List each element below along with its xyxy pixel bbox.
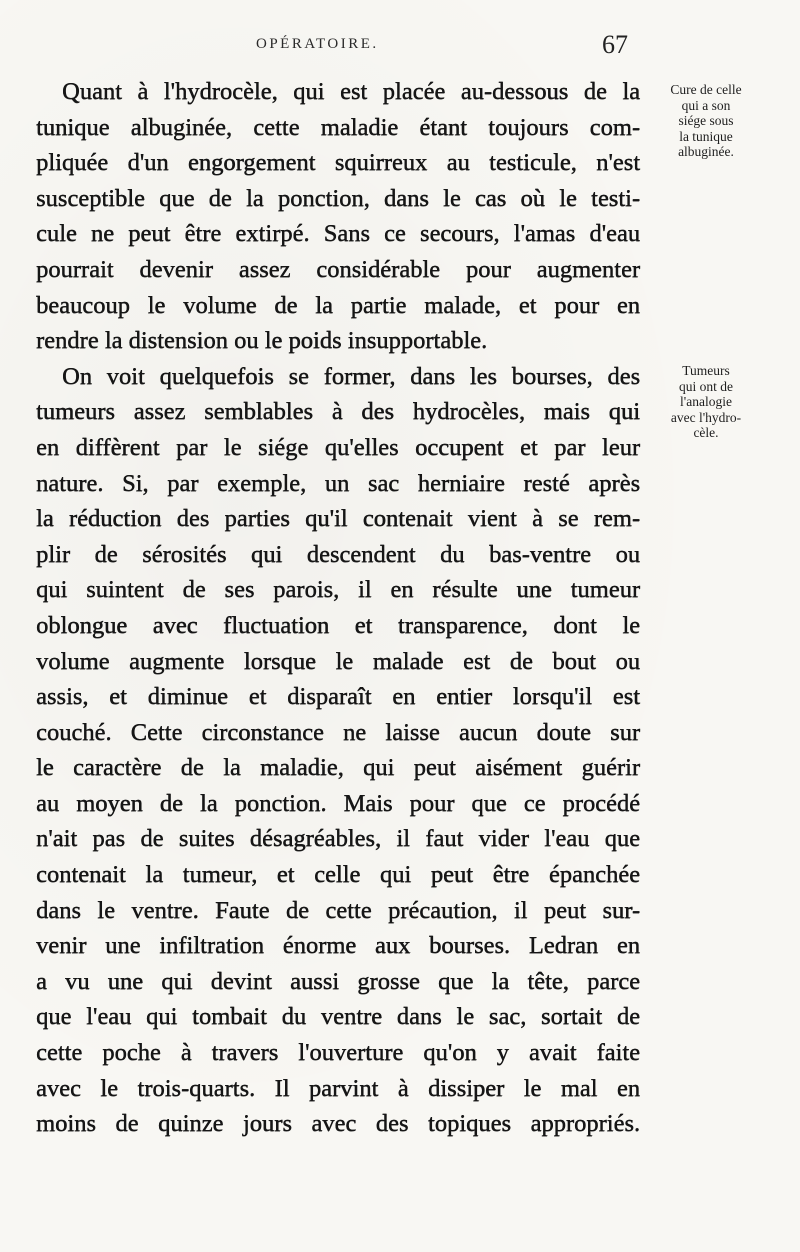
text-line: que l'eau qui tombait du ventre dans le sac, sortait de (36, 1003, 640, 1031)
text-line: le caractère de la maladie, qui peut aisément guérir (36, 754, 640, 782)
text-line: pourrait devenir assez considérable pour augmenter (36, 255, 640, 283)
text-line: couché. Cette circonstance ne laisse aucun doute sur (36, 718, 640, 746)
text-line: a vu une qui devint aussi grosse que la tête, parce (36, 967, 640, 995)
text-line: assis, et diminue et disparaît en entier lorsqu'il est (36, 683, 640, 711)
running-head (0, 30, 800, 70)
margin-note-line: la tunique (679, 128, 733, 144)
margin-note-line: Cure de celle (670, 82, 742, 97)
text-line: susceptible que de la ponction, dans le cas où le testi- (36, 184, 640, 212)
margin-note-line: albuginée. (678, 144, 734, 159)
text-line: avec le trois-quarts. Il parvint à dissiper le mal en (36, 1074, 640, 1102)
text-line: On voit quelquefois se former, dans les bourses, des (62, 362, 640, 390)
margin-note-line: qui a son (681, 97, 731, 113)
text-line: nature. Si, par exemple, un sac herniaire resté après (36, 469, 640, 497)
margin-note-cure (648, 82, 764, 160)
text-line: au moyen de la ponction. Mais pour que ce procédé (36, 789, 640, 817)
text-line: tunique albuginée, cette maladie étant toujours com- (36, 113, 640, 141)
text-line: tumeurs assez semblables à des hydrocèles, mais qui (36, 398, 640, 426)
paragraph-similar-tumours (36, 359, 640, 1142)
margin-note-line: Tumeurs (682, 363, 730, 378)
running-title: OPÉRATOIRE. (256, 36, 379, 52)
text-line: rendre la distension ou le poids insupportable. (36, 327, 488, 355)
text-line: volume augmente lorsque le malade est de bout ou (36, 647, 640, 675)
margin-note-line: qui ont de (679, 378, 733, 394)
text-line: en diffèrent par le siége qu'elles occupent et par leur (36, 433, 640, 461)
text-line: dans le ventre. Faute de cette précaution, il peut sur- (36, 896, 640, 924)
text-line: beaucoup le volume de la partie malade, et pour en (36, 291, 640, 319)
page-number: 67 (602, 30, 628, 59)
margin-note-tumours (648, 363, 764, 441)
margin-note-line: l'analogie (680, 394, 732, 409)
text-line: la réduction des parties qu'il contenait vient à se rem- (36, 505, 640, 533)
margin-note-line: cèle. (693, 425, 719, 440)
text-line: venir une infiltration énorme aux bourses. Ledran en (36, 932, 640, 960)
margin-note-line: siége sous (678, 113, 734, 128)
margin-note-line: avec l'hydro- (670, 409, 742, 425)
text-line: Quant à l'hydrocèle, qui est placée au-dessous de la (62, 78, 640, 105)
text-line: moins de quinze jours avec des topiques appropriés. (36, 1110, 640, 1138)
paragraph-hydrocele-cure (36, 74, 640, 359)
text-line: plir de sérosités qui descendent du bas-ventre ou (36, 540, 640, 568)
text-line: cule ne peut être extirpé. Sans ce secours, l'amas d'eau (36, 220, 640, 248)
body-text (36, 74, 640, 1142)
text-line: pliquée d'un engorgement squirreux au testicule, n'est (36, 149, 640, 177)
text-line: qui suintent de ses parois, il en résulte une tumeur (36, 576, 640, 604)
text-line: n'ait pas de suites désagréables, il faut vider l'eau que (36, 825, 640, 853)
text-line: cette poche à travers l'ouverture qu'on y avait faite (36, 1039, 640, 1067)
text-line: oblongue avec fluctuation et transparence, dont le (36, 611, 640, 639)
text-line: contenait la tumeur, et celle qui peut être épanchée (36, 861, 640, 889)
